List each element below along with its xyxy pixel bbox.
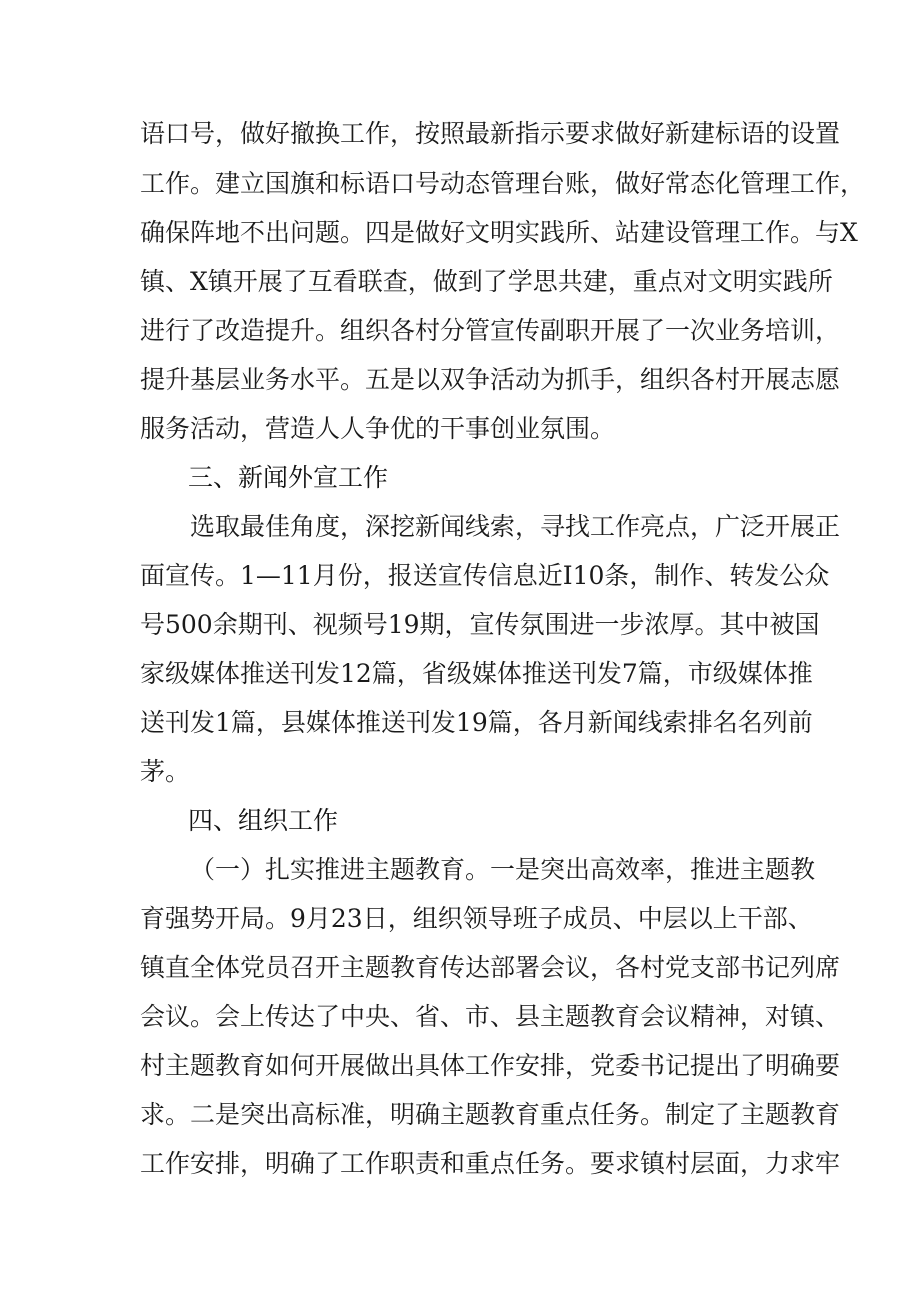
paragraph-line: （一）扎实推进主题教育。一是突出高效率，推进主题教 — [190, 855, 816, 884]
paragraph-line: 家级媒体推送刊发12篇，省级媒体推送刊发7篇，市级媒体推 — [140, 659, 813, 688]
paragraph-line: 镇、X镇开展了互看联查，做到了学思共建，重点对文明实践所 — [140, 267, 833, 296]
paragraph-line: 村主题教育如何开展做出具体工作安排，党委书记提出了明确要 — [140, 1051, 841, 1080]
paragraph-line: 进行了改造提升。组织各村分管宣传副职开展了一次业务培训， — [140, 316, 841, 345]
section-heading: 四、组织工作 — [188, 806, 339, 835]
paragraph-line: 会议。会上传达了中央、省、市、县主题教育会议精神，对镇、 — [140, 1002, 841, 1031]
paragraph-line: 语口号，做好撤换工作，按照最新指示要求做好新建标语的设置 — [140, 119, 841, 148]
paragraph-line: 育强势开局。9月23日，组织领导班子成员、中层以上干部、 — [140, 904, 813, 933]
paragraph-line: 选取最佳角度，深挖新闻线索，寻找工作亮点，广泛开展正 — [190, 512, 841, 541]
paragraph-line: 服务活动，营造人人争优的干事创业氛围。 — [140, 414, 616, 443]
paragraph-line: 工作安排，明确了工作职责和重点任务。要求镇村层面，力求牢 — [140, 1149, 841, 1178]
paragraph-line: 提升基层业务水平。五是以双争活动为抓手，组织各村开展志愿 — [140, 365, 841, 394]
paragraph-line: 镇直全体党员召开主题教育传达部署会议，各村党支部书记列席 — [140, 953, 841, 982]
paragraph-line: 面宣传。1—11月份，报送宣传信息近I10条，制作、转发公众 — [140, 561, 830, 590]
paragraph-line: 确保阵地不出问题。四是做好文明实践所、站建设管理工作。与X — [140, 218, 858, 247]
section-heading: 三、新闻外宣工作 — [188, 463, 389, 492]
paragraph-line: 工作。建立国旗和标语口号动态管理台账，做好常态化管理工作， — [140, 169, 866, 198]
paragraph-line: 号500余期刊、视频号19期，宣传氛围进一步浓厚。其中被国 — [140, 610, 820, 639]
paragraph-line: 求。二是突出高标准，明确主题教育重点任务。制定了主题教育 — [140, 1100, 841, 1129]
paragraph-line: 送刊发1篇，县媒体推送刊发19篇，各月新闻线索排名名列前 — [140, 708, 813, 737]
paragraph-line: 茅。 — [140, 757, 191, 786]
